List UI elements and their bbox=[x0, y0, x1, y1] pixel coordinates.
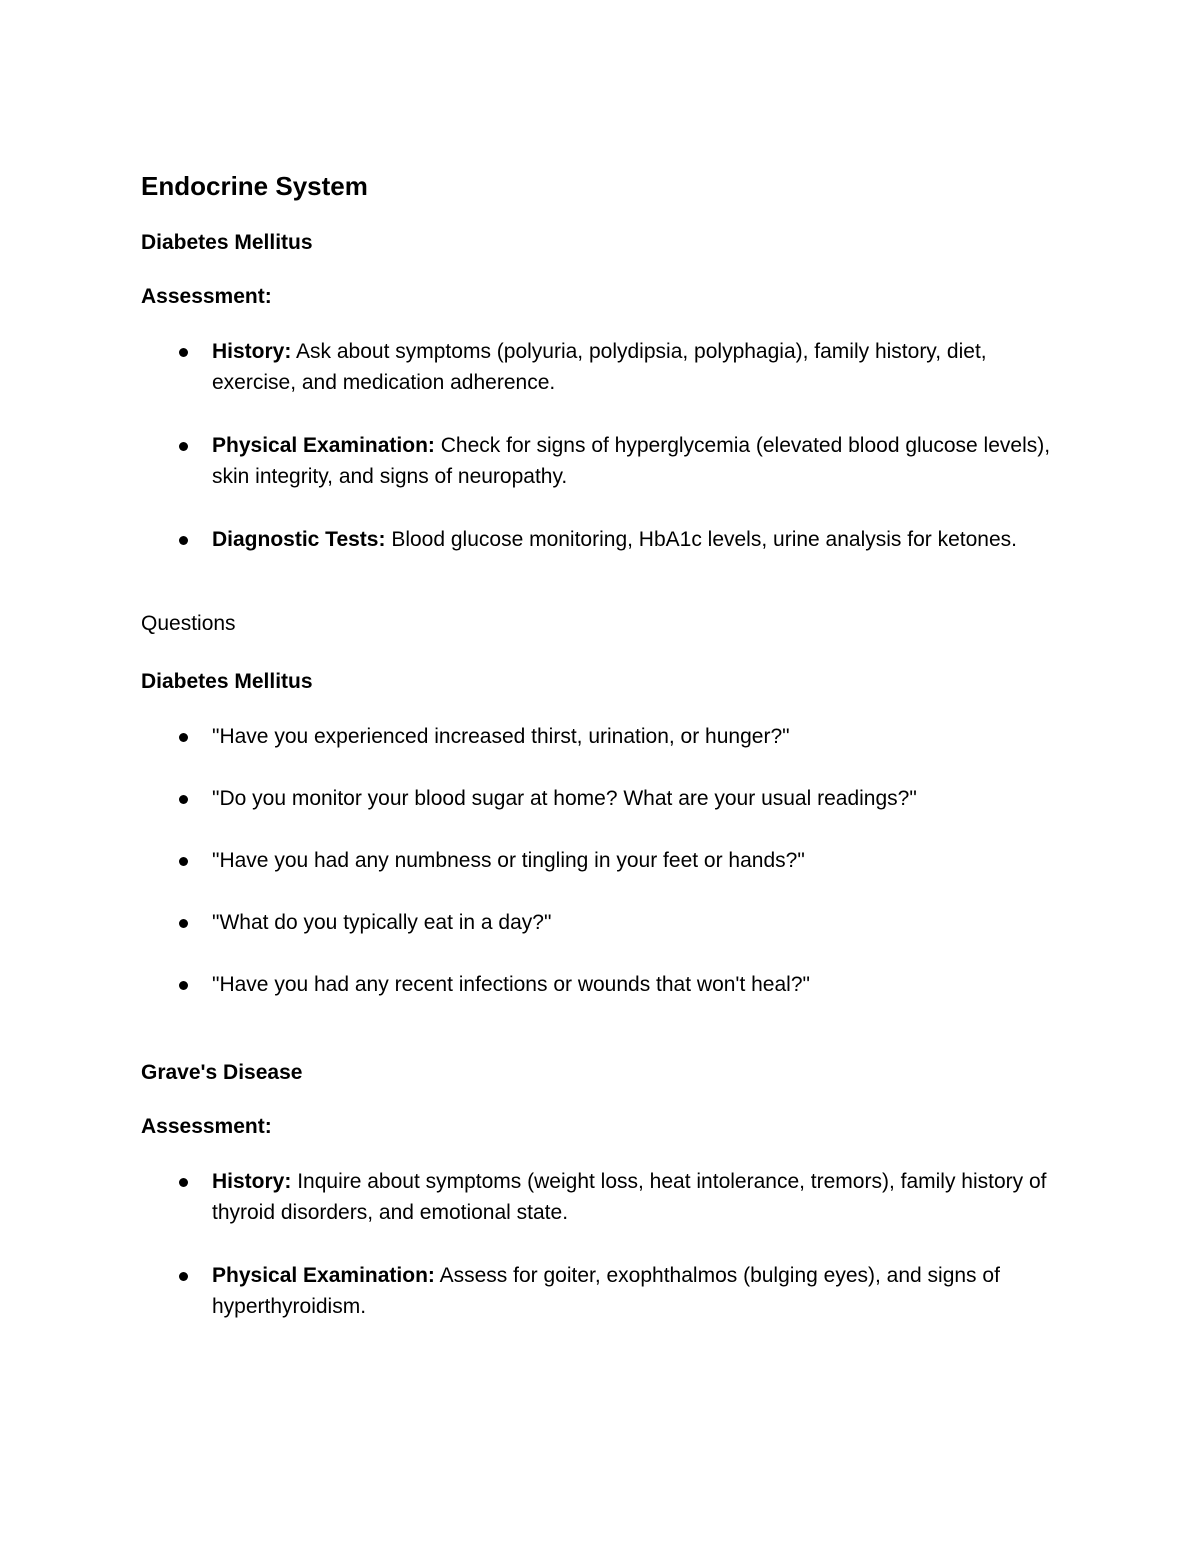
question-text: "Have you experienced increased thirst, urination, or hunger?" bbox=[212, 725, 790, 748]
list-item bbox=[141, 845, 1061, 876]
bullet-icon bbox=[179, 795, 188, 804]
diabetes-heading: Diabetes Mellitus bbox=[141, 231, 313, 254]
graves-assessment-label: Assessment: bbox=[141, 1115, 272, 1138]
item-text: Blood glucose monitoring, HbA1c levels, urine analysis for ketones. bbox=[385, 528, 1017, 551]
list-item bbox=[141, 721, 1061, 752]
list-item bbox=[141, 336, 1061, 398]
questions-subheading: Diabetes Mellitus bbox=[141, 670, 313, 693]
question-text: "What do you typically eat in a day?" bbox=[212, 911, 552, 934]
bullet-icon bbox=[179, 1272, 188, 1281]
item-text: Check for signs of hyperglycemia (elevated blood glucose levels), skin integrity, and signs of neuropathy. bbox=[212, 434, 1051, 488]
item-label: Physical Examination: bbox=[212, 434, 435, 457]
item-text: Inquire about symptoms (weight loss, heat intolerance, tremors), family history of thyroid disorders, and emotional state. bbox=[212, 1170, 1047, 1224]
list-item bbox=[141, 907, 1061, 938]
question-text: "Have you had any recent infections or wounds that won't heal?" bbox=[212, 973, 810, 996]
bullet-icon bbox=[179, 733, 188, 742]
document-page bbox=[141, 168, 1061, 1322]
bullet-icon bbox=[179, 919, 188, 928]
diabetes-assessment-list bbox=[141, 336, 1061, 555]
question-text: "Have you had any numbness or tingling in your feet or hands?" bbox=[212, 849, 805, 872]
item-label: Physical Examination: bbox=[212, 1264, 435, 1287]
bullet-icon bbox=[179, 857, 188, 866]
list-item bbox=[141, 430, 1061, 492]
document-title: Endocrine System bbox=[141, 171, 368, 201]
bullet-icon bbox=[179, 442, 188, 451]
bullet-icon bbox=[179, 981, 188, 990]
bullet-icon bbox=[179, 348, 188, 357]
questions-heading: Questions bbox=[141, 612, 236, 635]
list-item bbox=[141, 1166, 1061, 1228]
graves-heading: Grave's Disease bbox=[141, 1061, 303, 1084]
list-item bbox=[141, 524, 1061, 555]
diabetes-assessment-label: Assessment: bbox=[141, 285, 272, 308]
list-item bbox=[141, 1260, 1061, 1322]
question-text: "Do you monitor your blood sugar at home? What are your usual readings?" bbox=[212, 787, 917, 810]
bullet-icon bbox=[179, 536, 188, 545]
item-text: Assess for goiter, exophthalmos (bulging eyes), and signs of hyperthyroidism. bbox=[212, 1264, 1000, 1318]
list-item bbox=[141, 783, 1061, 814]
questions-list bbox=[141, 721, 1061, 1000]
bullet-icon bbox=[179, 1178, 188, 1187]
list-item bbox=[141, 969, 1061, 1000]
item-text: Ask about symptoms (polyuria, polydipsia, polyphagia), family history, diet, exercise, and medication adherence. bbox=[212, 340, 987, 394]
item-label: History: bbox=[212, 340, 292, 363]
graves-assessment-list bbox=[141, 1166, 1061, 1322]
item-label: History: bbox=[212, 1170, 292, 1193]
item-label: Diagnostic Tests: bbox=[212, 528, 386, 551]
